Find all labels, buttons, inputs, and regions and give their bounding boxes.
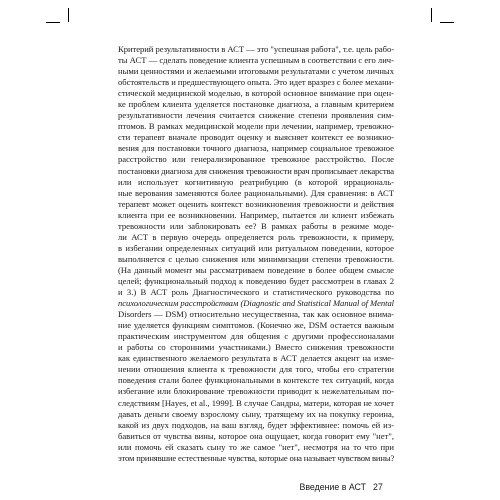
text-line: ты АСТ — сделать поведение клиента успешным в соответствии с его лич- — [118, 55, 394, 66]
text-line: и 3.) В АСТ роль Диагностического и статистического руководства по — [118, 287, 394, 298]
text-line: тревожности или заблокировать ее? В рамках работы в режиме моде- — [118, 220, 394, 231]
crop-mark-top-right-vertical — [431, 8, 432, 22]
text-line: обстоятельств и предшествующего опыта. Это идет вразрез с более механи- — [118, 77, 394, 88]
text-line: бавиться от чувства вины, которое она ощущает, когда говорит ему "нет", — [118, 430, 394, 441]
text-line: (На данный момент мы рассматриваем поведение в более общем смысле — [118, 264, 394, 275]
text-line: как единственного желаемого результата в АСТ делается акцент на изме- — [118, 353, 394, 364]
text-line: поведения стали более функциональными в контексте тех ситуаций, когда — [118, 375, 394, 386]
text-line: давать деньги своему взрослому сыну, тратящему их на покупку героина, — [118, 408, 394, 419]
text-line: Критерий результативности в АСТ — это "успешная работа", т.е. цель рабо- — [118, 44, 395, 54]
text-line: практическим инструментом для общения с другими профессионалами — [118, 331, 394, 342]
text-line: этом принявшие естественные чувства, которые она называет чувством вины? — [118, 452, 395, 463]
text-line: какой из двух подходов, на ваш взгляд, будет эффективнее: помочь ей из- — [118, 419, 394, 430]
text-line: расстройство или генерализированное тревожное расстройство. После — [118, 154, 394, 165]
crop-mark-top-right-horizontal — [440, 22, 454, 23]
text-line: клиента при ее возникновении. Например, пытается ли клиент избежать — [118, 209, 394, 220]
body-text — [118, 44, 394, 464]
text-line: результативности лечения считается снижение степени проявления сим- — [118, 110, 394, 121]
text-line: Disorders — DSM) относительно несущественна, так как основное внима- — [118, 309, 394, 320]
text-line: ли АСТ в первую очередь определяется роль тревожности, к примеру, — [118, 231, 394, 242]
text-line: или использует когнитивную реатрибуцию (в которой иррациональ- — [118, 176, 394, 187]
text-line: сти терапевт вначале проводит оценку и выясняет контекст ее возникно- — [118, 132, 394, 143]
page-number: 27 — [373, 482, 383, 492]
text-line: ные верования заменяются более рациональными). Для сравнения: в АСТ — [118, 187, 394, 198]
text-line: следствиям [Hayes, et al., 1999]. В случае Сандры, матери, которая не хочет — [118, 397, 394, 408]
page-footer — [0, 482, 500, 494]
text-line: птомов. В рамках медицинской модели при лечении, например, тревожно- — [118, 121, 394, 132]
crop-mark-top-left-vertical — [68, 8, 69, 22]
text-line: ными ценностями и желаемыми итоговыми результатами с учетом личных — [118, 66, 394, 77]
text-line: постановки диагноза для снижения тревожности врач прописывает лекарства — [118, 165, 394, 176]
crop-mark-top-left-horizontal — [46, 22, 60, 23]
text-line: нении отношения клиента к тревожности для того, чтобы его стратегии — [118, 364, 394, 375]
text-line: или помочь ей сказать сыну то же самое "нет", несмотря на то что при — [118, 441, 394, 452]
running-title: Введение в АСТ — [299, 482, 366, 492]
text-line: психологическим расстройствам (Diagnostic and Statistical Manual of Mental — [118, 298, 394, 309]
text-line: выполняется с целью снижения или минимизации степени тревожности. — [118, 253, 394, 264]
text-line: вения для постановки точного диагноза, например социальное тревожное — [118, 143, 394, 154]
text-line: в избегании определенных ситуаций или ритуальном поведении, которое — [118, 242, 394, 253]
text-line: стической медицинской моделью, в которой основное внимание при оцен- — [118, 88, 394, 99]
text-line: терапевт может оценить контекст возникновения тревожности и действия — [118, 198, 394, 209]
text-line: избегание или блокирование тревожности приводит к нежелательным по- — [118, 386, 394, 397]
text-line: ние уделяется функциям симптомов. (Конечно же, DSM остается важным — [118, 320, 394, 331]
text-line: и работы со сторонними участниками.) Вместо снижения тревожности — [118, 342, 394, 353]
text-line: ке проблем клиента уделяется постановке диагноза, а главным критерием — [118, 99, 394, 110]
text-line: целей; функциональный подход к поведению будет рассмотрен в главах 2 — [118, 275, 394, 286]
